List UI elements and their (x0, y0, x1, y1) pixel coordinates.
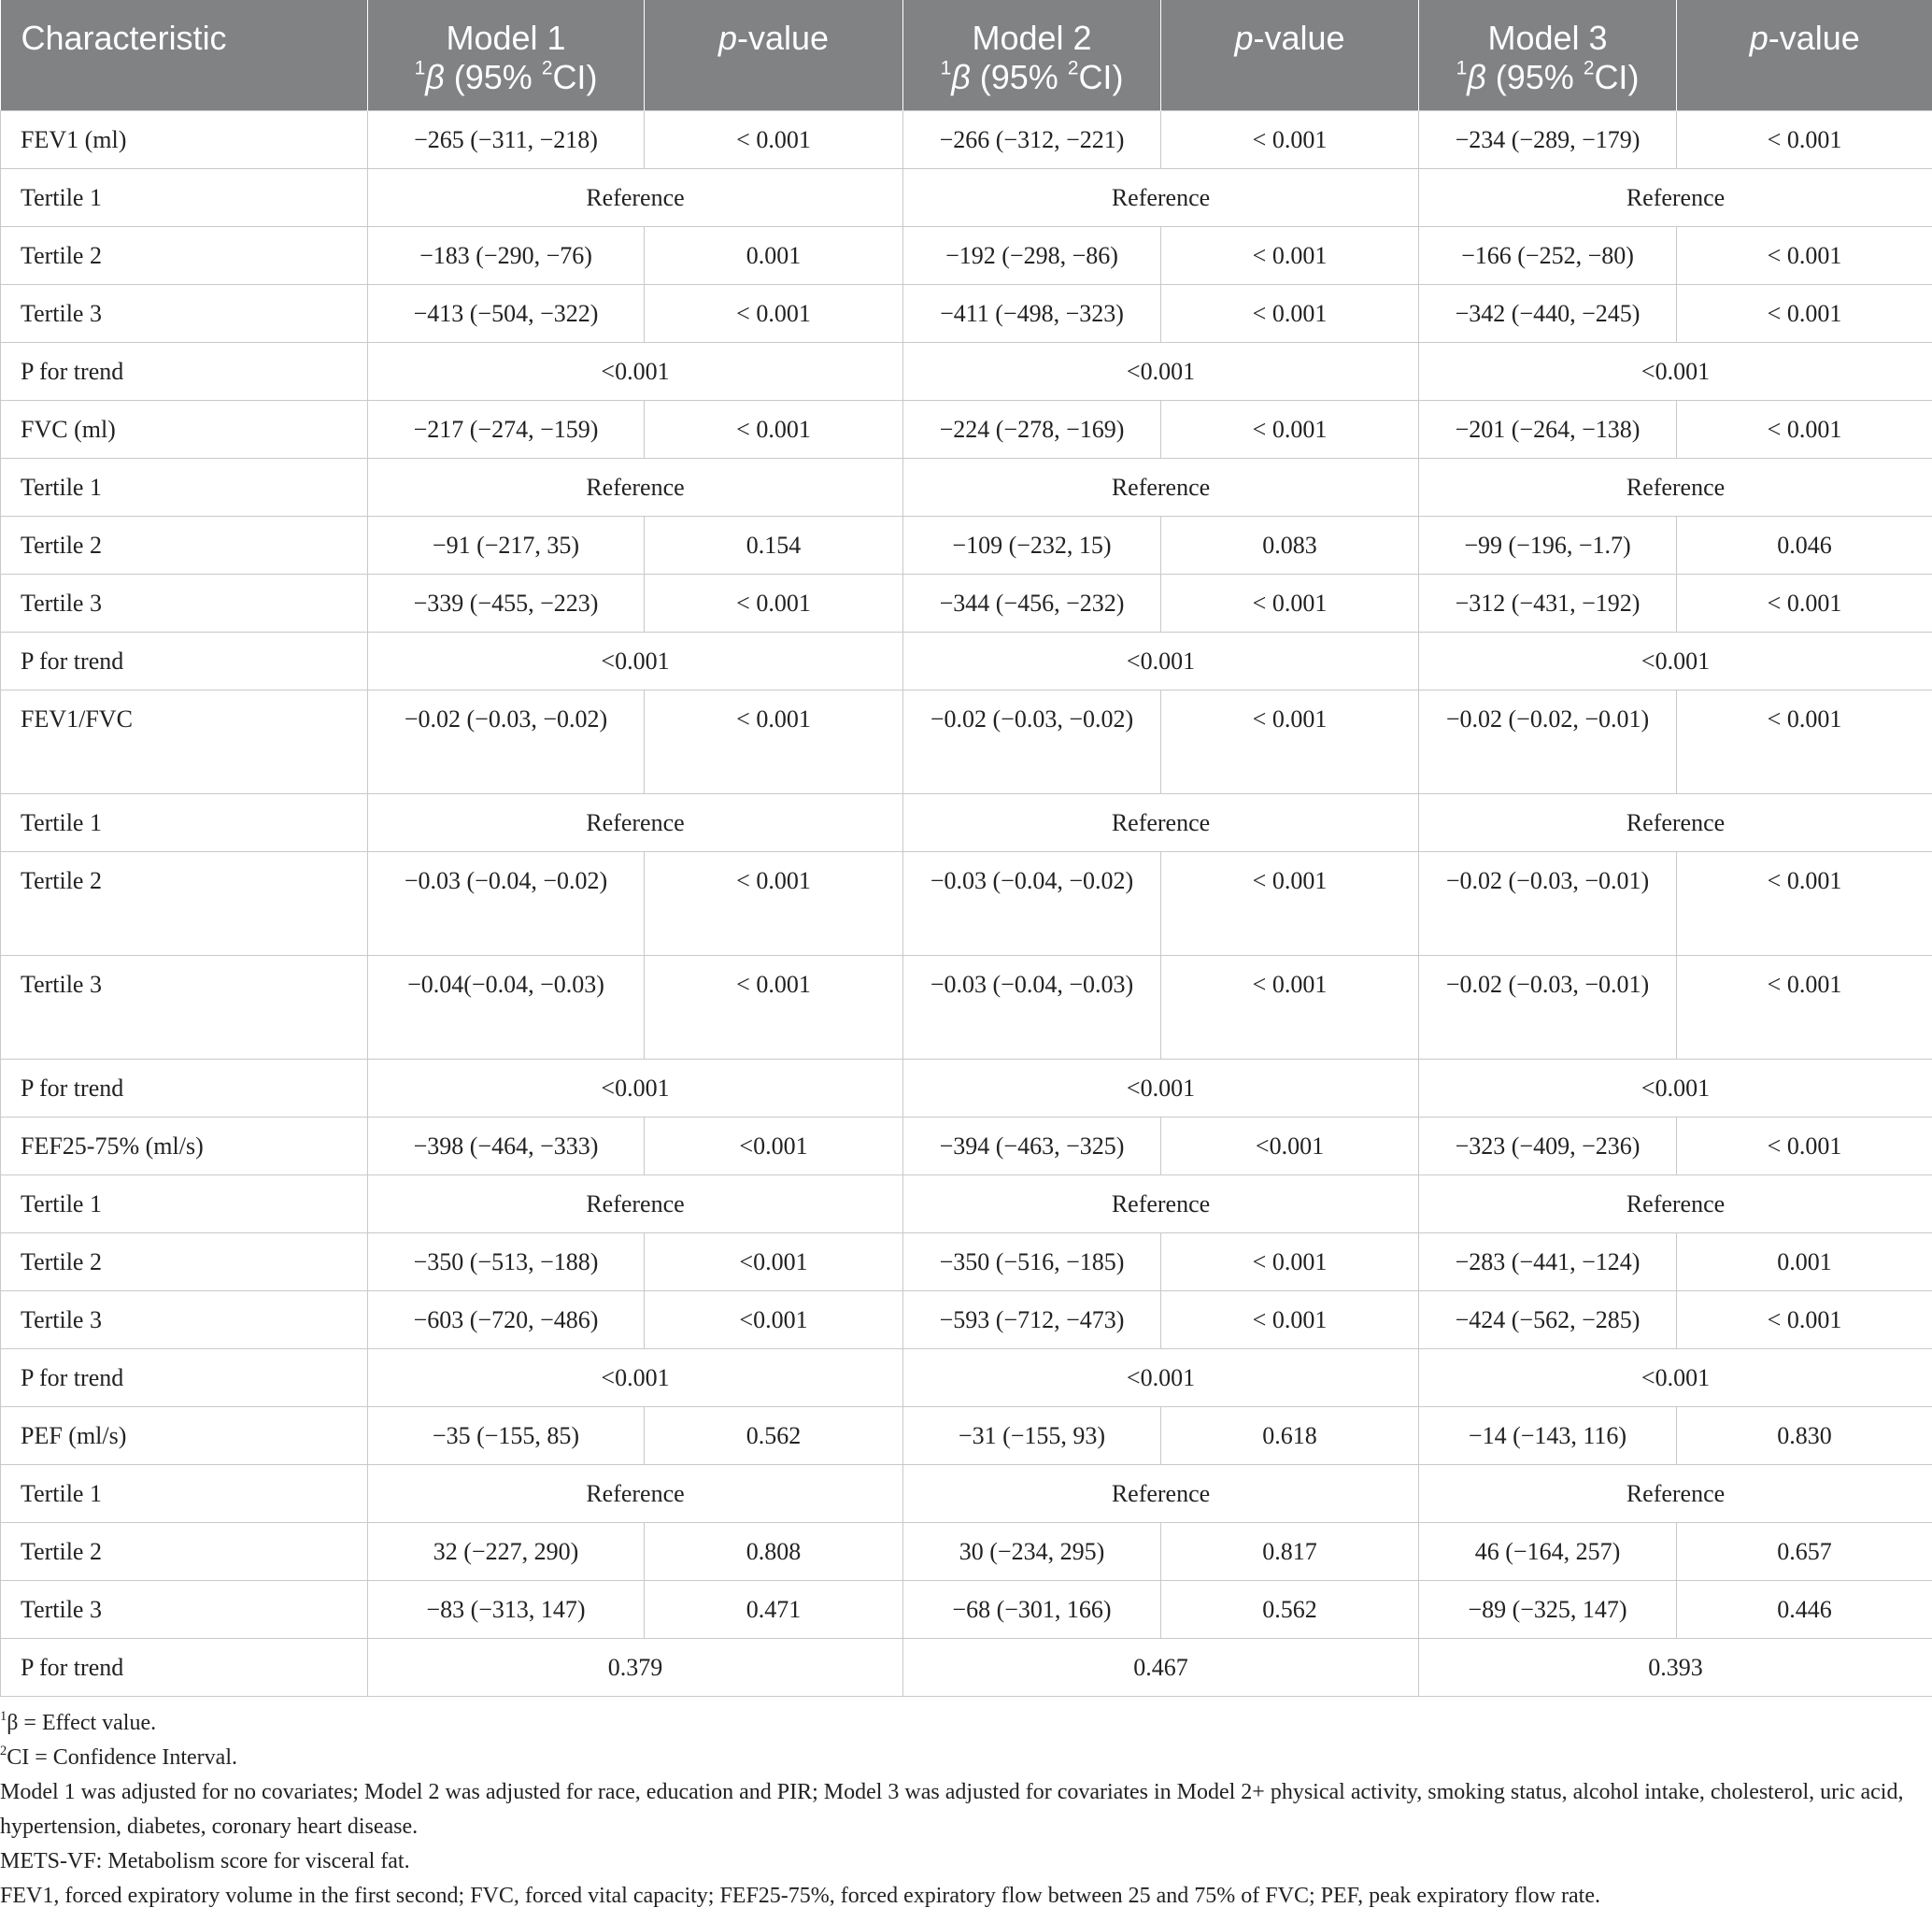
model1-pvalue-cell: < 0.001 (645, 690, 903, 794)
model1-estimate-cell: −35 (−155, 85) (368, 1407, 645, 1465)
row-label: FEV1 (ml) (1, 111, 368, 169)
row-label: P for trend (1, 1060, 368, 1118)
model1-estimate-cell: 32 (−227, 290) (368, 1523, 645, 1581)
model1-pvalue-cell: <0.001 (645, 1118, 903, 1175)
model1-merged-cell: Reference (368, 794, 903, 852)
model2-pvalue-cell: < 0.001 (1161, 285, 1419, 343)
model3-merged-cell: <0.001 (1419, 1060, 1932, 1118)
row-label: Tertile 1 (1, 1465, 368, 1523)
row-label: P for trend (1, 1349, 368, 1407)
header-model3: Model 3 $^1$β (95% $^2$CI) (1419, 0, 1677, 111)
model2-estimate-cell: −411 (−498, −323) (903, 285, 1161, 343)
model1-merged-cell: Reference (368, 1465, 903, 1523)
model2-merged-cell: Reference (903, 1465, 1419, 1523)
model3-estimate-cell: −424 (−562, −285) (1419, 1291, 1677, 1349)
model2-merged-cell: 0.467 (903, 1639, 1419, 1697)
model1-estimate-cell: −398 (−464, −333) (368, 1118, 645, 1175)
model2-pvalue-cell: < 0.001 (1161, 956, 1419, 1060)
model1-merged-cell: 0.379 (368, 1639, 903, 1697)
model3-merged-cell: <0.001 (1419, 343, 1932, 401)
table-row (1, 1060, 1932, 1118)
model3-merged-cell: Reference (1419, 459, 1932, 517)
table-row (1, 1407, 1932, 1465)
model2-estimate-cell: −0.03 (−0.04, −0.03) (903, 956, 1161, 1060)
model2-pvalue-cell: < 0.001 (1161, 1291, 1419, 1349)
model1-estimate-cell: −91 (−217, 35) (368, 517, 645, 575)
model1-merged-cell: <0.001 (368, 343, 903, 401)
model1-pvalue-cell: < 0.001 (645, 111, 903, 169)
row-label: Tertile 3 (1, 575, 368, 633)
model2-estimate-cell: −109 (−232, 15) (903, 517, 1161, 575)
table-row (1, 459, 1932, 517)
row-label: Tertile 2 (1, 1233, 368, 1291)
model3-estimate-cell: −0.02 (−0.03, −0.01) (1419, 956, 1677, 1060)
model3-estimate-cell: −166 (−252, −80) (1419, 227, 1677, 285)
model3-pvalue-cell: < 0.001 (1677, 111, 1932, 169)
model2-pvalue-cell: 0.562 (1161, 1581, 1419, 1639)
model1-pvalue-cell: < 0.001 (645, 956, 903, 1060)
model2-estimate-cell: −593 (−712, −473) (903, 1291, 1161, 1349)
table-row (1, 633, 1932, 690)
table-row (1, 1523, 1932, 1581)
model3-merged-cell: Reference (1419, 1465, 1932, 1523)
model1-pvalue-cell: < 0.001 (645, 575, 903, 633)
model2-estimate-cell: −192 (−298, −86) (903, 227, 1161, 285)
model2-pvalue-cell: < 0.001 (1161, 401, 1419, 459)
model3-estimate-cell: −234 (−289, −179) (1419, 111, 1677, 169)
model3-pvalue-cell: 0.657 (1677, 1523, 1932, 1581)
table-row (1, 343, 1932, 401)
row-label: Tertile 3 (1, 956, 368, 1060)
model3-pvalue-cell: < 0.001 (1677, 285, 1932, 343)
header-p3: p-value (1677, 0, 1932, 111)
row-label: Tertile 1 (1, 169, 368, 227)
table-row (1, 169, 1932, 227)
model3-estimate-cell: −323 (−409, −236) (1419, 1118, 1677, 1175)
model1-pvalue-cell: <0.001 (645, 1291, 903, 1349)
header-model2: Model 2 $^1$β (95% $^2$CI) (903, 0, 1161, 111)
row-label: Tertile 2 (1, 517, 368, 575)
model1-estimate-cell: −0.04(−0.04, −0.03) (368, 956, 645, 1060)
model3-pvalue-cell: < 0.001 (1677, 1291, 1932, 1349)
model2-pvalue-cell: 0.618 (1161, 1407, 1419, 1465)
footnote-beta: $^1$β = Effect value. (0, 1708, 157, 1735)
model2-merged-cell: <0.001 (903, 633, 1419, 690)
model1-merged-cell: <0.001 (368, 1349, 903, 1407)
header-model1: Model 1 $^1$β (95% $^2$CI) (368, 0, 645, 111)
model2-merged-cell: <0.001 (903, 1349, 1419, 1407)
model1-merged-cell: Reference (368, 169, 903, 227)
model1-estimate-cell: −603 (−720, −486) (368, 1291, 645, 1349)
model2-estimate-cell: −344 (−456, −232) (903, 575, 1161, 633)
table-row (1, 956, 1932, 1060)
model2-pvalue-cell: 0.817 (1161, 1523, 1419, 1581)
model1-estimate-cell: −350 (−513, −188) (368, 1233, 645, 1291)
table-row (1, 1118, 1932, 1175)
model1-pvalue-cell: < 0.001 (645, 852, 903, 956)
model1-pvalue-cell: 0.808 (645, 1523, 903, 1581)
model3-pvalue-cell: < 0.001 (1677, 852, 1932, 956)
model1-pvalue-cell: < 0.001 (645, 401, 903, 459)
row-label: P for trend (1, 343, 368, 401)
model3-pvalue-cell: < 0.001 (1677, 690, 1932, 794)
model1-estimate-cell: −265 (−311, −218) (368, 111, 645, 169)
table-row (1, 1233, 1932, 1291)
row-label: Tertile 2 (1, 1523, 368, 1581)
header-p1: p-value (645, 0, 903, 111)
table-row (1, 1465, 1932, 1523)
table-row (1, 794, 1932, 852)
row-label: Tertile 3 (1, 285, 368, 343)
model2-estimate-cell: −0.02 (−0.03, −0.02) (903, 690, 1161, 794)
model2-estimate-cell: −394 (−463, −325) (903, 1118, 1161, 1175)
table-row (1, 111, 1932, 169)
model3-estimate-cell: −0.02 (−0.02, −0.01) (1419, 690, 1677, 794)
model3-merged-cell: <0.001 (1419, 1349, 1932, 1407)
model2-pvalue-cell: < 0.001 (1161, 111, 1419, 169)
model1-pvalue-cell: 0.471 (645, 1581, 903, 1639)
row-label: PEF (ml/s) (1, 1407, 368, 1465)
model2-merged-cell: Reference (903, 794, 1419, 852)
table-row (1, 285, 1932, 343)
model1-estimate-cell: −217 (−274, −159) (368, 401, 645, 459)
model3-estimate-cell: −201 (−264, −138) (1419, 401, 1677, 459)
model3-pvalue-cell: < 0.001 (1677, 227, 1932, 285)
model3-pvalue-cell: 0.446 (1677, 1581, 1932, 1639)
footnotes (0, 1706, 1915, 1914)
model3-estimate-cell: −312 (−431, −192) (1419, 575, 1677, 633)
model3-merged-cell: 0.393 (1419, 1639, 1932, 1697)
header-p2: p-value (1161, 0, 1419, 111)
model3-pvalue-cell: 0.001 (1677, 1233, 1932, 1291)
footnote-ci: $^2$CI = Confidence Interval. (0, 1743, 237, 1770)
model3-merged-cell: Reference (1419, 1175, 1932, 1233)
model3-pvalue-cell: < 0.001 (1677, 956, 1932, 1060)
row-label: P for trend (1, 633, 368, 690)
model2-pvalue-cell: < 0.001 (1161, 690, 1419, 794)
model1-pvalue-cell: <0.001 (645, 1233, 903, 1291)
table-row (1, 1581, 1932, 1639)
model2-merged-cell: Reference (903, 459, 1419, 517)
footnote-abbreviations: FEV1, forced expiratory volume in the first second; FVC, forced vital capacity; FEF25-75%, forced expiratory flow between 25 and 75% of FVC; PEF, peak expiratory flow rate. (0, 1884, 1600, 1908)
model2-estimate-cell: 30 (−234, 295) (903, 1523, 1161, 1581)
table-row (1, 1291, 1932, 1349)
model3-estimate-cell: −14 (−143, 116) (1419, 1407, 1677, 1465)
model3-estimate-cell: −99 (−196, −1.7) (1419, 517, 1677, 575)
model2-pvalue-cell: 0.083 (1161, 517, 1419, 575)
header-row (1, 0, 1932, 111)
model2-pvalue-cell: < 0.001 (1161, 575, 1419, 633)
model3-pvalue-cell: < 0.001 (1677, 1118, 1932, 1175)
table-row (1, 575, 1932, 633)
table-body (1, 111, 1932, 1697)
table-row (1, 852, 1932, 956)
model2-merged-cell: Reference (903, 1175, 1419, 1233)
model2-pvalue-cell: < 0.001 (1161, 852, 1419, 956)
model2-pvalue-cell: < 0.001 (1161, 1233, 1419, 1291)
model2-estimate-cell: −31 (−155, 93) (903, 1407, 1161, 1465)
model3-estimate-cell: 46 (−164, 257) (1419, 1523, 1677, 1581)
footnote-mets-vf: METS-VF: Metabolism score for visceral fat. (0, 1849, 410, 1873)
model3-pvalue-cell: 0.830 (1677, 1407, 1932, 1465)
model2-estimate-cell: −350 (−516, −185) (903, 1233, 1161, 1291)
header-characteristic: Characteristic (1, 0, 368, 111)
model2-pvalue-cell: < 0.001 (1161, 227, 1419, 285)
row-label: Tertile 2 (1, 852, 368, 956)
model1-merged-cell: <0.001 (368, 633, 903, 690)
footnote-models: Model 1 was adjusted for no covariates; Model 2 was adjusted for race, education and PIR; Model 3 was adjusted for covariates in Model 2+ physical activity, smoking status, alcohol intake, cholesterol, uric acid, hypertension, diabetes, coronary heart disease. (0, 1780, 1904, 1839)
model1-estimate-cell: −183 (−290, −76) (368, 227, 645, 285)
model1-merged-cell: Reference (368, 1175, 903, 1233)
model1-estimate-cell: −83 (−313, 147) (368, 1581, 645, 1639)
model1-pvalue-cell: 0.001 (645, 227, 903, 285)
row-label: FEF25-75% (ml/s) (1, 1118, 368, 1175)
row-label: P for trend (1, 1639, 368, 1697)
model3-merged-cell: <0.001 (1419, 633, 1932, 690)
table-row (1, 1349, 1932, 1407)
model3-pvalue-cell: 0.046 (1677, 517, 1932, 575)
row-label: Tertile 1 (1, 794, 368, 852)
row-label: Tertile 1 (1, 1175, 368, 1233)
model2-merged-cell: <0.001 (903, 343, 1419, 401)
model1-merged-cell: <0.001 (368, 1060, 903, 1118)
model1-pvalue-cell: < 0.001 (645, 285, 903, 343)
row-label: FVC (ml) (1, 401, 368, 459)
model2-estimate-cell: −224 (−278, −169) (903, 401, 1161, 459)
model3-estimate-cell: −283 (−441, −124) (1419, 1233, 1677, 1291)
model1-estimate-cell: −0.03 (−0.04, −0.02) (368, 852, 645, 956)
model3-estimate-cell: −0.02 (−0.03, −0.01) (1419, 852, 1677, 956)
table-row (1, 1175, 1932, 1233)
model2-merged-cell: Reference (903, 169, 1419, 227)
row-label: Tertile 2 (1, 227, 368, 285)
table-row (1, 401, 1932, 459)
model2-estimate-cell: −266 (−312, −221) (903, 111, 1161, 169)
row-label: Tertile 3 (1, 1581, 368, 1639)
model3-pvalue-cell: < 0.001 (1677, 401, 1932, 459)
model2-estimate-cell: −0.03 (−0.04, −0.02) (903, 852, 1161, 956)
model3-estimate-cell: −342 (−440, −245) (1419, 285, 1677, 343)
model1-estimate-cell: −413 (−504, −322) (368, 285, 645, 343)
table-row (1, 227, 1932, 285)
model1-merged-cell: Reference (368, 459, 903, 517)
row-label: Tertile 1 (1, 459, 368, 517)
model1-pvalue-cell: 0.154 (645, 517, 903, 575)
model1-estimate-cell: −339 (−455, −223) (368, 575, 645, 633)
table-row (1, 1639, 1932, 1697)
model3-merged-cell: Reference (1419, 794, 1932, 852)
model2-estimate-cell: −68 (−301, 166) (903, 1581, 1161, 1639)
model3-pvalue-cell: < 0.001 (1677, 575, 1932, 633)
model3-estimate-cell: −89 (−325, 147) (1419, 1581, 1677, 1639)
row-label: Tertile 3 (1, 1291, 368, 1349)
model3-merged-cell: Reference (1419, 169, 1932, 227)
row-label: FEV1/FVC (1, 690, 368, 794)
model1-estimate-cell: −0.02 (−0.03, −0.02) (368, 690, 645, 794)
model1-pvalue-cell: 0.562 (645, 1407, 903, 1465)
table-row (1, 517, 1932, 575)
model2-pvalue-cell: <0.001 (1161, 1118, 1419, 1175)
model2-merged-cell: <0.001 (903, 1060, 1419, 1118)
table-row (1, 690, 1932, 794)
